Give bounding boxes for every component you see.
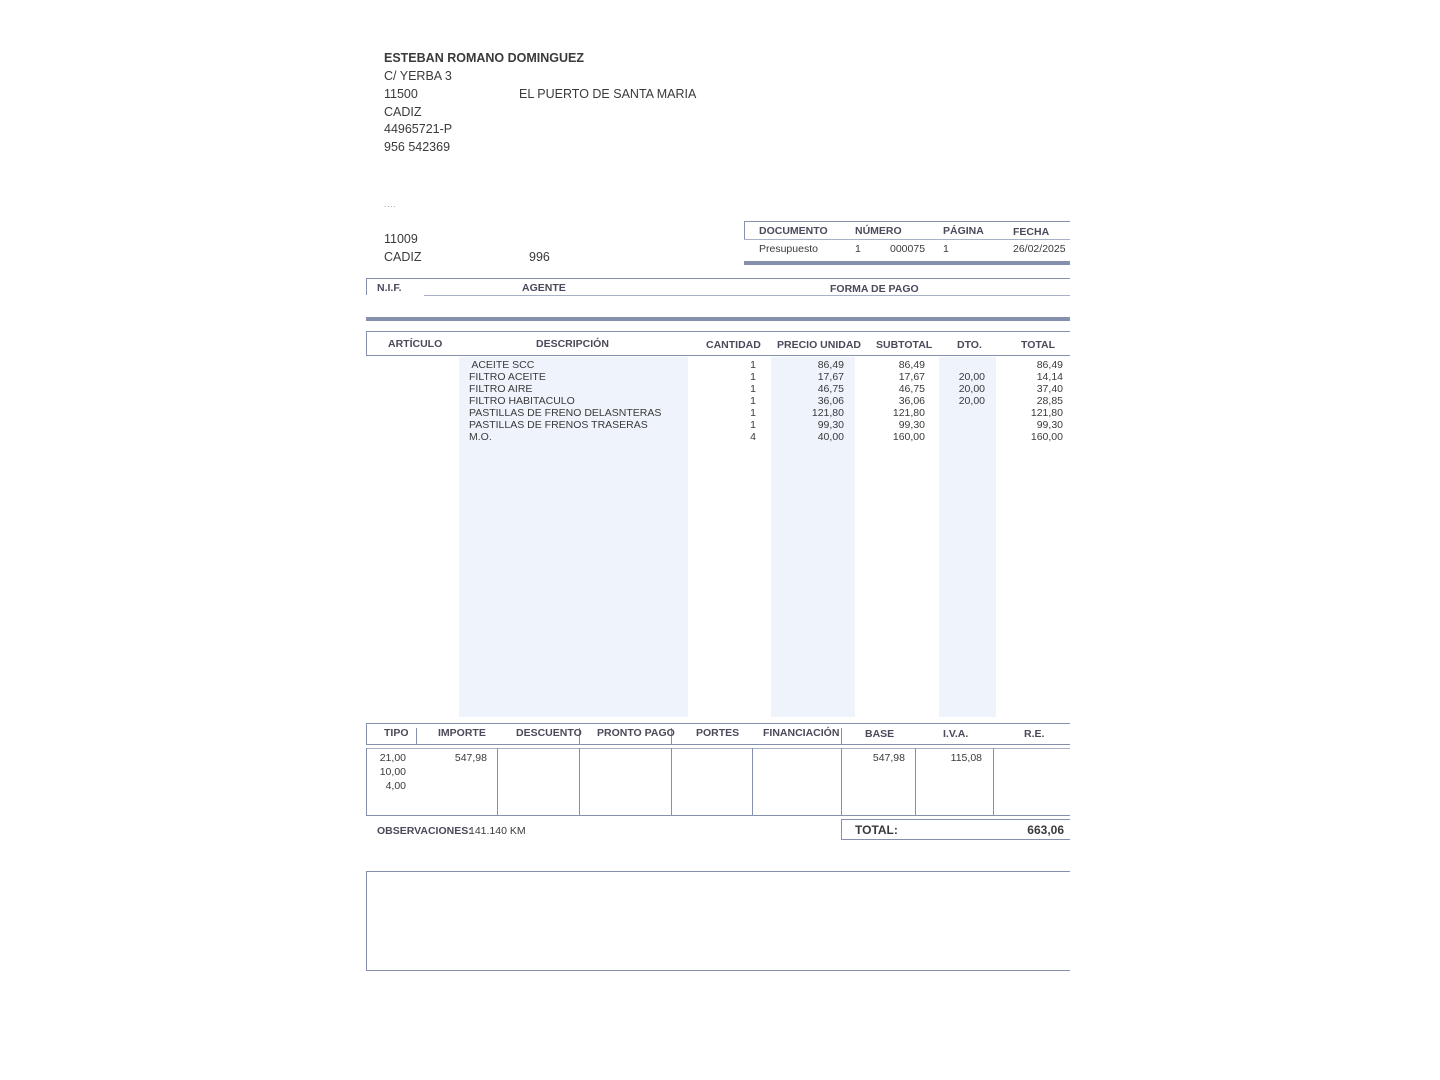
- issuer-province: CADIZ: [384, 105, 422, 119]
- observations-value: 141.140 KM: [469, 825, 526, 837]
- issuer-street: C/ YERBA 3: [384, 69, 452, 83]
- row-description: FILTRO ACEITE: [469, 371, 546, 383]
- nif-label: N.I.F.: [377, 282, 402, 294]
- tax-tipo-2: 10,00: [379, 766, 406, 778]
- doc-date: 26/02/2025: [1013, 243, 1066, 255]
- doc-page: 1: [943, 243, 949, 255]
- tax-base-value: 547,98: [872, 752, 905, 764]
- row-description: PASTILLAS DE FRENO DELASNTERAS: [469, 407, 662, 419]
- tax-tipo-1: 21,00: [379, 752, 406, 764]
- issuer-name: ESTEBAN ROMANO DOMINGUEZ: [384, 51, 584, 65]
- client-postal-code: 11009: [384, 232, 418, 246]
- tax-importe-value: 547,98: [454, 752, 487, 764]
- issuer-nif: 44965721-P: [384, 122, 453, 136]
- row-unit-price: 17,67: [817, 371, 844, 383]
- row-unit-price: 99,30: [817, 419, 844, 431]
- doc-header-documento: DOCUMENTO: [759, 225, 828, 237]
- discount-column-band: [939, 357, 996, 717]
- observations-label: OBSERVACIONES:: [377, 825, 472, 837]
- row-description: M.O.: [469, 431, 492, 443]
- row-unit-price: 36,06: [817, 395, 844, 407]
- row-description: FILTRO AIRE: [469, 383, 533, 395]
- issuer-city: EL PUERTO DE SANTA MARIA: [519, 87, 697, 101]
- issuer-postal-code: 11500: [384, 87, 418, 101]
- header-article: ARTÍCULO: [388, 338, 443, 350]
- row-subtotal: 36,06: [898, 395, 925, 407]
- row-quantity: 4: [750, 431, 756, 443]
- row-quantity: 1: [750, 371, 756, 383]
- row-description: PASTILLAS DE FRENOS TRASERAS: [469, 419, 648, 431]
- row-quantity: 1: [750, 395, 756, 407]
- payment-label: FORMA DE PAGO: [830, 283, 919, 295]
- row-quantity: 1: [750, 383, 756, 395]
- doc-header-numero: NÚMERO: [855, 225, 902, 237]
- row-subtotal: 86,49: [898, 359, 925, 371]
- row-discount: 20,00: [958, 383, 985, 395]
- notes-box: [367, 872, 1070, 970]
- row-total: 14,14: [1036, 371, 1063, 383]
- row-subtotal: 160,00: [892, 431, 925, 443]
- row-total: 160,00: [1030, 431, 1063, 443]
- row-unit-price: 46,75: [817, 383, 844, 395]
- row-unit-price: 40,00: [817, 431, 844, 443]
- tax-header-iva: I.V.A.: [943, 728, 969, 740]
- tax-iva-value: 115,08: [950, 752, 982, 764]
- row-total: 121,80: [1030, 407, 1063, 419]
- client-name-blurred: ....: [384, 200, 397, 209]
- tax-tipo-3: 4,00: [385, 780, 406, 792]
- tax-header-base: BASE: [865, 728, 895, 740]
- row-unit-price: 86,49: [817, 359, 844, 371]
- row-total: 86,49: [1036, 359, 1063, 371]
- row-subtotal: 99,30: [898, 419, 925, 431]
- tax-header-portes: PORTES: [696, 727, 740, 739]
- row-discount: 20,00: [958, 395, 985, 407]
- doc-type: Presupuesto: [759, 243, 818, 255]
- doc-header-pagina: PÁGINA: [943, 225, 984, 237]
- row-subtotal: 17,67: [898, 371, 925, 383]
- client-province: CADIZ: [384, 250, 422, 264]
- row-description: FILTRO HABITACULO: [469, 395, 575, 407]
- doc-number: 000075: [890, 243, 926, 255]
- client-code: 996: [529, 250, 550, 264]
- row-quantity: 1: [750, 359, 756, 371]
- tax-header-pronto-pago: PRONTO PAGO: [597, 727, 675, 739]
- doc-header-fecha: FECHA: [1013, 226, 1050, 238]
- row-subtotal: 46,75: [898, 383, 925, 395]
- header-quantity: CANTIDAD: [706, 339, 761, 351]
- tax-header-descuento: DESCUENTO: [516, 727, 582, 739]
- row-quantity: 1: [750, 407, 756, 419]
- issuer-phone: 956 542369: [384, 140, 451, 154]
- total-label: TOTAL:: [855, 823, 898, 837]
- row-total: 37,40: [1036, 383, 1063, 395]
- row-description: ACEITE SCC: [469, 359, 535, 371]
- row-quantity: 1: [750, 419, 756, 431]
- row-unit-price: 121,80: [811, 407, 844, 419]
- total-value: 663,06: [1027, 823, 1064, 837]
- row-total: 99,30: [1036, 419, 1063, 431]
- tax-header-tipo: TIPO: [384, 727, 409, 739]
- agent-label: AGENTE: [522, 282, 566, 294]
- header-discount: DTO.: [957, 339, 982, 351]
- header-total: TOTAL: [1021, 339, 1056, 351]
- header-description: DESCRIPCIÓN: [536, 338, 609, 350]
- header-subtotal: SUBTOTAL: [876, 339, 933, 351]
- tax-header-financiacion: FINANCIACIÓN: [763, 727, 840, 739]
- tax-header-importe: IMPORTE: [438, 727, 486, 739]
- row-subtotal: 121,80: [892, 407, 925, 419]
- header-unit-price: PRECIO UNIDAD: [777, 339, 862, 351]
- tax-header-re: R.E.: [1024, 728, 1045, 740]
- doc-series: 1: [855, 243, 861, 255]
- row-discount: 20,00: [958, 371, 985, 383]
- row-total: 28,85: [1036, 395, 1063, 407]
